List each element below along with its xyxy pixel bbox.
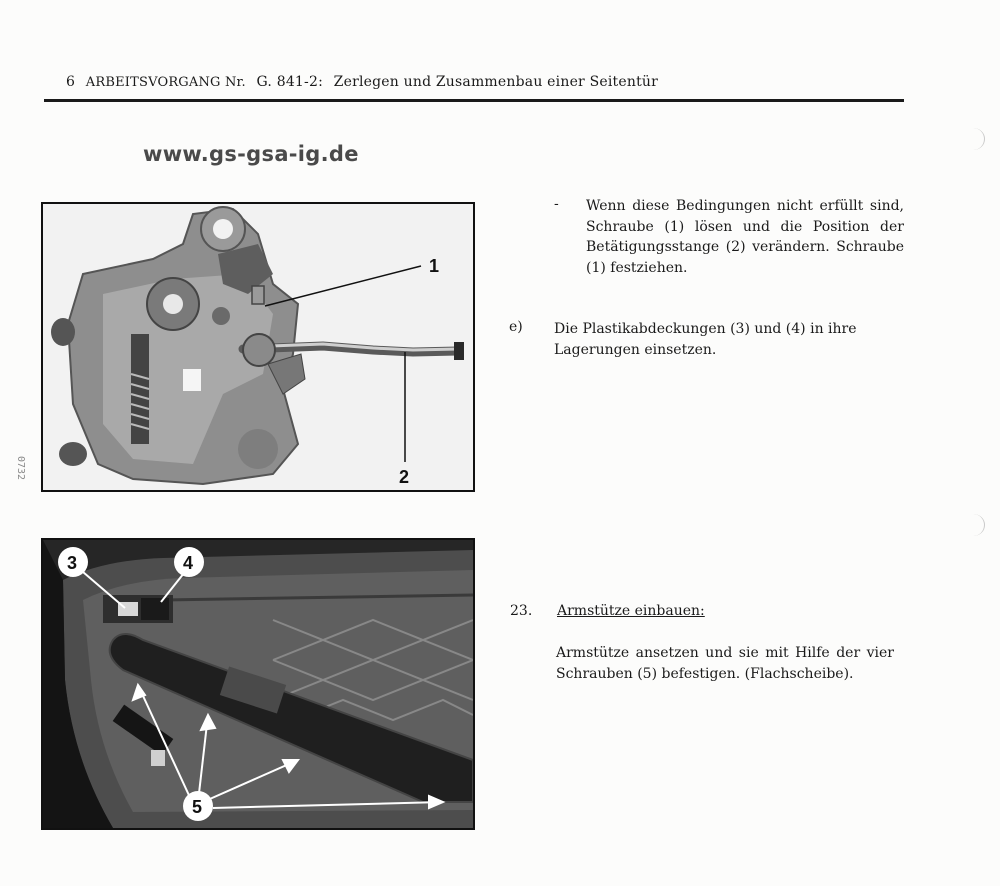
callout-4: 4	[183, 553, 194, 573]
step-d-text: Wenn diese Bedingungen nicht erfüllt sind, Schraube (1) lösen und die Position der Betätigungsstange (2) verändern. Schraube (1) festziehen.	[586, 198, 904, 276]
step-e-text: Die Plastikabdeckungen (3) und (4) in ihre Lagerungen einsetzen.	[554, 321, 857, 358]
callout-2: 2	[399, 467, 410, 487]
door-lock-illustration	[43, 204, 473, 490]
figure-door-panel-photo	[41, 538, 475, 830]
step-d-bullet: -	[554, 196, 559, 212]
binder-hole-bottom	[962, 514, 985, 536]
website-watermark: www.gs-gsa-ig.de	[143, 142, 359, 166]
callout-5: 5	[192, 797, 203, 817]
procedure-code: G. 841-2:	[256, 74, 323, 90]
procedure-title: Zerlegen und Zusammenbau einer Seitentür	[333, 74, 659, 90]
step-23-text: Armstütze ansetzen und sie mit Hilfe der vier Schrauben (5) befestigen. (Flachscheibe).	[556, 645, 894, 682]
page-number: 6	[66, 74, 76, 90]
step-23-heading: Armstütze einbauen:	[557, 603, 705, 619]
door-panel-illustration	[43, 540, 473, 828]
procedure-label: ARBEITSVORGANG Nr.	[85, 75, 246, 90]
figure-door-lock-photo	[41, 202, 475, 492]
callout-1: 1	[429, 256, 440, 276]
step-e-label: e)	[509, 319, 523, 335]
side-code: 0732	[15, 456, 26, 481]
step-23-number: 23.	[510, 603, 533, 619]
callout-3: 3	[67, 553, 78, 573]
header-rule	[44, 99, 904, 102]
binder-hole-top	[962, 128, 985, 150]
page-header	[66, 74, 906, 90]
